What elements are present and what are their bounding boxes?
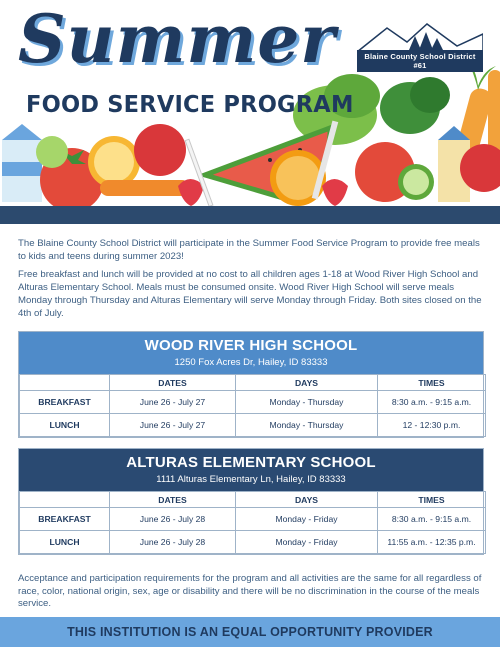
days-cell: Monday - Thursday [236,391,378,414]
school-header [19,332,483,374]
page-title: Summer [18,0,337,78]
table-row [20,391,486,414]
days-cell: Monday - Friday [236,508,378,531]
dates-cell: June 26 - July 28 [110,508,236,531]
school-name: WOOD RIVER HIGH SCHOOL [144,337,358,354]
column-header [20,492,110,508]
schedule-table [19,374,486,437]
district-logo-label: Blaine County School District #61 [357,50,483,72]
school-name: ALTURAS ELEMENTARY SCHOOL [126,454,376,471]
header-divider [0,206,500,224]
schedule-table [19,491,486,554]
schedule-card-wood-river [18,331,484,438]
times-cell: 8:30 a.m. - 9:15 a.m. [378,391,486,414]
days-cell: Monday - Thursday [236,414,378,437]
dates-cell: June 26 - July 28 [110,531,236,554]
dates-cell: June 26 - July 27 [110,391,236,414]
column-header: TIMES [378,375,486,391]
table-header-row [20,492,486,508]
header-banner [0,0,500,224]
equal-opportunity-banner: THIS INSTITUTION IS AN EQUAL OPPORTUNITY PROVIDER [0,617,500,647]
column-header: DAYS [236,375,378,391]
days-cell: Monday - Friday [236,531,378,554]
meal-label: LUNCH [20,531,110,554]
column-header: DATES [110,492,236,508]
times-cell: 12 - 12:30 p.m. [378,414,486,437]
table-header-row [20,375,486,391]
meal-label: LUNCH [20,414,110,437]
times-cell: 8:30 a.m. - 9:15 a.m. [378,508,486,531]
lime-icon [36,136,68,168]
apple-icon [134,124,186,176]
meal-label: BREAKFAST [20,391,110,414]
column-header: DAYS [236,492,378,508]
times-cell: 11:55 a.m. - 12:35 p.m. [378,531,486,554]
column-header [20,375,110,391]
table-row [20,531,486,554]
column-header: DATES [110,375,236,391]
table-row [20,508,486,531]
nondiscrimination-statement: Acceptance and participation requirements for the program and all activities are the same for all regardless of race, color, national origin, sex, age or disability and there will be no discrimination in the course of the meals service. [18,573,482,609]
table-row [20,414,486,437]
school-address: 1111 Alturas Elementary Ln, Hailey, ID 83333 [156,474,346,485]
school-header [19,449,483,491]
meal-label: BREAKFAST [20,508,110,531]
dates-cell: June 26 - July 27 [110,414,236,437]
page-subtitle: FOOD SERVICE PROGRAM [26,92,354,118]
schedule-card-alturas [18,448,484,555]
carrot-icon [100,180,190,196]
details-paragraph: Free breakfast and lunch will be provided at no cost to all children ages 1-18 at Wood River High School and Alturas Elementary School. Meals must be consumed onsite. Wood River High School will serve meals Monday through Thursday and Alturas Elementary will serve Monday through Friday. Both sites closed on the 4th of July. [18,269,482,319]
column-header: TIMES [378,492,486,508]
school-address: 1250 Fox Acres Dr, Hailey, ID 83333 [174,357,328,368]
intro-paragraph: The Blaine County School District will participate in the Summer Food Service Program to provide free meals to kids and teens during summer 2023! [18,238,480,262]
